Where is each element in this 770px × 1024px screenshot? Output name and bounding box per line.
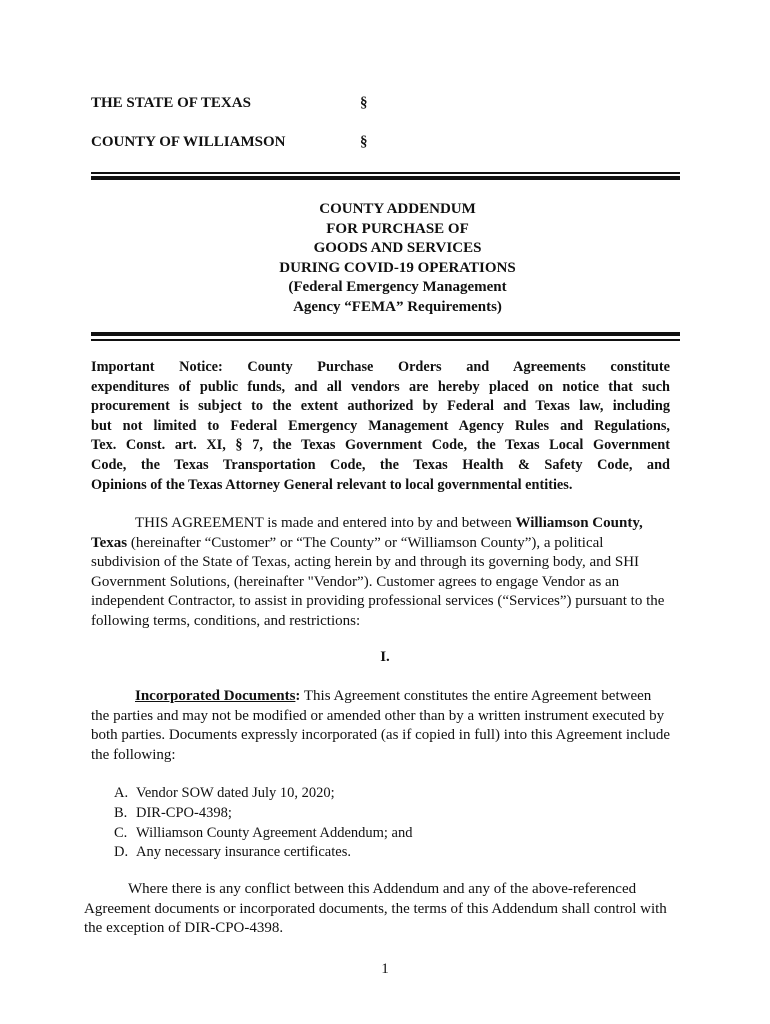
agreement-rest: (hereinafter “Customer” or “The County” or “Williamson County”), a political subdivision of the State of Texas, acting herein by and through its governing body, and SHI Government Solutions, (hereinafter "Vendor”). Customer agrees to engage Vendor as an independent Contractor, to assist in providing professional services (“Services”) pursuant to the following terms, conditions, and restrictions: (91, 534, 665, 629)
notice-line: Opinions of the Texas Attorney General relevant to local governmental entities. (91, 476, 573, 493)
top-rule-thin (91, 172, 680, 174)
notice-line: expenditures of public funds, and all vendors are hereby placed on notice that such (91, 378, 670, 395)
incorporated-colon: : (295, 688, 301, 704)
caption-state: THE STATE OF TEXAS (91, 95, 251, 111)
agreement-paragraph (91, 514, 672, 632)
caption-county: COUNTY OF WILLIAMSON (91, 134, 286, 150)
list-item (114, 843, 413, 863)
list-text: Any necessary insurance certificates. (136, 844, 351, 861)
section-heading: I. (380, 649, 390, 665)
section-symbol-1: § (360, 95, 368, 111)
incorporated-paragraph (91, 687, 672, 765)
list-item (114, 784, 413, 804)
list-letter: D. (114, 844, 129, 861)
list-letter: C. (114, 824, 128, 841)
list-item (114, 804, 413, 824)
agreement-intro: THIS AGREEMENT is made and entered into by and between (135, 515, 516, 531)
list-text: DIR-CPO-4398; (136, 804, 232, 821)
bottom-rule-thin (91, 339, 680, 341)
page-number: 1 (381, 961, 389, 977)
notice-line: Code, the Texas Transportation Code, the Texas Health & Safety Code, and (91, 456, 670, 473)
title-line: COUNTY ADDENDUM (319, 201, 476, 217)
addendum-title (190, 200, 605, 317)
notice-line: Important Notice: County Purchase Orders and Agreements constitute (91, 359, 670, 375)
section-symbol-2: § (360, 134, 368, 150)
title-line: GOODS AND SERVICES (313, 240, 482, 256)
bottom-rule-thick (91, 332, 680, 336)
list-letter: B. (114, 804, 128, 821)
agreement-party: Williamson County, Texas (91, 515, 643, 551)
top-rule-thick (91, 176, 680, 180)
list-item (114, 824, 413, 844)
conflict-paragraph: Where there is any conflict between this Addendum and any of the above-referenced Agreement documents or incorporated documents, the terms of this Addendum shall control with the exception of DIR-CPO-4398. (84, 881, 667, 937)
list-letter: A. (114, 785, 129, 801)
notice-line: procurement is subject to the extent authorized by Federal and Texas law, including (91, 398, 670, 415)
title-line: Agency “FEMA” Requirements) (293, 298, 502, 315)
list-text: Vendor SOW dated July 10, 2020; (136, 785, 335, 801)
title-line: DURING COVID-19 OPERATIONS (279, 259, 516, 276)
notice-line: but not limited to Federal Emergency Management Agency Rules and Regulations, (91, 417, 670, 434)
title-line: (Federal Emergency Management (288, 279, 507, 295)
important-notice (91, 358, 670, 495)
incorporated-heading: Incorporated Documents (135, 688, 296, 704)
title-line: FOR PURCHASE OF (326, 220, 469, 237)
notice-line: Tex. Const. art. XI, § 7, the Texas Government Code, the Texas Local Government (91, 437, 670, 454)
documents-list (114, 784, 413, 863)
incorporated-text: This Agreement constitutes the entire Agreement between the parties and may not be modified or amended other than by a written instrument executed by both parties. Documents expressly incorporated (as if copied in full) into this Agreement include the following: (91, 688, 671, 763)
list-text: Williamson County Agreement Addendum; and (136, 824, 413, 841)
